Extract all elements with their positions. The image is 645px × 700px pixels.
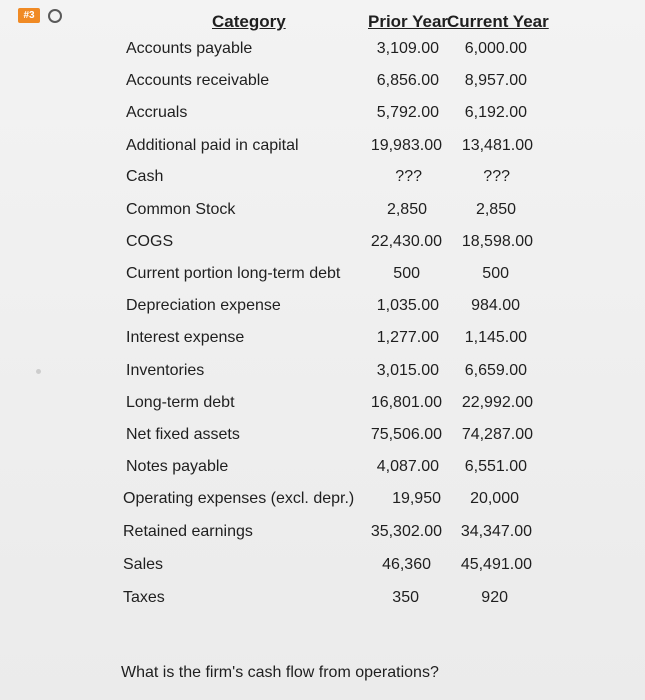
prior-year-value: 35,302.00: [370, 523, 442, 540]
row-label: Interest expense: [126, 329, 245, 346]
row-label: COGS: [126, 233, 174, 250]
row-label: Inventories: [126, 362, 205, 379]
row-label: Accruals: [126, 104, 188, 121]
prior-year-value: 16,801.00: [370, 394, 442, 411]
current-year-value: 13,481.00: [461, 137, 533, 154]
table-row: [0, 40, 645, 68]
table-row: [0, 589, 645, 617]
current-year-value: 500: [482, 265, 509, 282]
table-row: [0, 490, 645, 518]
current-year-value: 1,145.00: [464, 329, 527, 346]
current-year-value: 8,957.00: [464, 72, 527, 89]
question-text: What is the firm's cash flow from operations?: [121, 664, 439, 681]
current-year-header: Current Year: [447, 12, 549, 31]
table-row: [0, 329, 645, 357]
row-label: Accounts payable: [126, 40, 253, 57]
table-row: [0, 458, 645, 486]
question-number-badge[interactable]: #3: [18, 8, 40, 23]
table-row: [0, 523, 645, 551]
prior-year-value: 1,277.00: [376, 329, 439, 346]
current-year-value: 74,287.00: [461, 426, 533, 443]
row-label: Current portion long-term debt: [126, 265, 341, 282]
row-label: Taxes: [123, 589, 165, 606]
table-row: [0, 556, 645, 584]
table-row: [0, 426, 645, 454]
table-row: [0, 168, 645, 196]
current-year-value: 6,551.00: [464, 458, 527, 475]
row-label: Common Stock: [126, 201, 236, 218]
row-label: Notes payable: [126, 458, 229, 475]
prior-year-value: 75,506.00: [370, 426, 442, 443]
table-row: [0, 297, 645, 325]
prior-year-value: 350: [392, 589, 419, 606]
row-label: Operating expenses (excl. depr.): [123, 490, 355, 507]
prior-year-value: 19,950: [392, 490, 441, 507]
prior-year-value: 3,109.00: [376, 40, 439, 57]
current-year-value: 20,000: [470, 490, 519, 507]
prior-year-value: 3,015.00: [376, 362, 439, 379]
prior-year-value: 500: [393, 265, 420, 282]
prior-year-value: 22,430.00: [370, 233, 442, 250]
prior-year-header: Prior Year: [368, 12, 449, 31]
row-label: Accounts receivable: [126, 72, 270, 89]
table-row: [0, 233, 645, 261]
circle-icon[interactable]: [48, 9, 62, 23]
row-label: Depreciation expense: [126, 297, 281, 314]
prior-year-value: 46,360: [382, 556, 431, 573]
row-label: Sales: [123, 556, 164, 573]
table-row: [0, 104, 645, 132]
category-header: Category: [212, 12, 286, 31]
table-row: [0, 137, 645, 165]
table-row: [0, 362, 645, 390]
prior-year-value: 1,035.00: [376, 297, 439, 314]
row-label: Net fixed assets: [126, 426, 240, 443]
current-year-value: 18,598.00: [461, 233, 533, 250]
table-row: [0, 394, 645, 422]
current-year-value: 6,659.00: [464, 362, 527, 379]
current-year-value: 45,491.00: [460, 556, 532, 573]
current-year-value: 6,192.00: [464, 104, 527, 121]
prior-year-value: 5,792.00: [376, 104, 439, 121]
current-year-value: 984.00: [471, 297, 520, 314]
prior-year-value: ???: [395, 168, 422, 185]
prior-year-value: 2,850: [386, 201, 427, 218]
current-year-value: 920: [481, 589, 508, 606]
row-label: Retained earnings: [123, 523, 253, 540]
prior-year-value: 6,856.00: [376, 72, 439, 89]
table-row: [0, 201, 645, 229]
current-year-value: 6,000.00: [464, 40, 527, 57]
current-year-value: 22,992.00: [461, 394, 533, 411]
row-label: Long-term debt: [126, 394, 235, 411]
current-year-value: 34,347.00: [460, 523, 532, 540]
current-year-value: ???: [483, 168, 510, 185]
prior-year-value: 19,983.00: [370, 137, 442, 154]
row-label: Additional paid in capital: [126, 137, 299, 154]
prior-year-value: 4,087.00: [376, 458, 439, 475]
table-row: [0, 265, 645, 293]
table-row: [0, 72, 645, 100]
current-year-value: 2,850: [475, 201, 516, 218]
row-label: Cash: [126, 168, 164, 185]
